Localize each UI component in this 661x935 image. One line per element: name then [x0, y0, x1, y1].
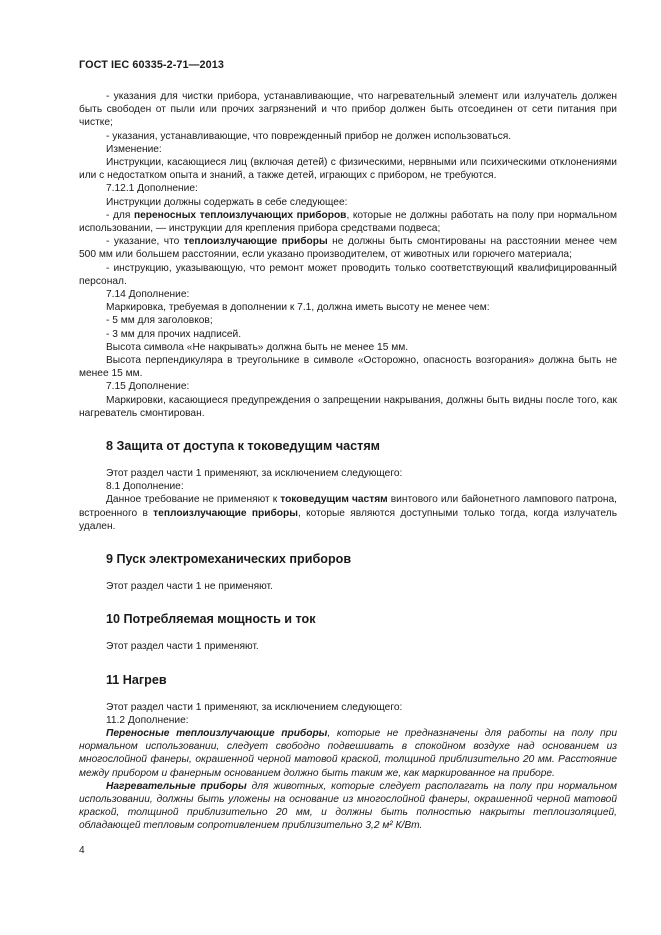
text-run: не должны быть смонтированы на расстоянии менее чем 500 мм или большем расстоянии, если указано производителем, от животных или горючего материала; [79, 236, 617, 261]
paragraph [79, 314, 617, 327]
text-run: Этот раздел части 1 применяют, за исключением следующего: [106, 468, 403, 480]
text-run: - указание, что [106, 236, 184, 248]
text-run: 7.14 Дополнение: [106, 289, 190, 301]
text-run: 11.2 Дополнение: [106, 714, 189, 726]
bold-term: теплоизлучающие приборы [153, 507, 298, 519]
paragraph [79, 301, 617, 314]
paragraph [79, 394, 617, 420]
paragraph [79, 262, 617, 288]
section-8-title: 8 Защита от доступа к токоведущим частям [106, 439, 380, 454]
text-run: Инструкции, касающиеся лиц (включая детей) с физическими, нервными или психическими отклонениями или с недостатком опыта и знаний, а также детей, играющих с прибором, не требуются. [79, 157, 617, 182]
text-run: 7.12.1 Дополнение: [106, 183, 198, 195]
paragraph [79, 780, 617, 833]
text-run: - 3 мм для прочих надписей. [106, 328, 242, 340]
text-run: Этот раздел части 1 не применяют. [106, 581, 273, 593]
paragraph [79, 235, 617, 261]
paragraph [79, 196, 617, 209]
page-number: 4 [79, 845, 85, 856]
bold-term: переносных теплоизлучающих приборов [133, 209, 347, 221]
paragraph [79, 714, 617, 727]
paragraph [79, 727, 617, 780]
paragraph [79, 341, 617, 354]
section-10-title: 10 Потребляемая мощность и ток [106, 612, 316, 627]
text-run: - указания для чистки прибора, устанавливающие, что нагревательный элемент или излучатель должен быть свободен от пыли или прочих загрязнений и что прибор должен быть отсоединен от сети питания при чистке; [79, 91, 617, 129]
paragraph [79, 328, 617, 341]
section-10-body [79, 640, 617, 653]
text-run: Изменение: [106, 143, 162, 155]
paragraph [79, 640, 617, 653]
paragraph [79, 143, 617, 156]
text-run: Этот раздел части 1 применяют, за исключением следующего: [106, 701, 403, 713]
bold-term: Нагревательные приборы [106, 780, 247, 792]
text-run: 8.1 Дополнение: [106, 481, 184, 493]
text-run: для животных, которые следует располагать на полу при нормальном использовании, должны быть уложены на основание из многослойной фанеры, окрашенной черной матовой краской, толщиной приблизительно 20 мм, и должны быть полностью накрыты теплоизоляцией, обладающей тепловым сопротивлением приблизительно 3,2 м² К/Вт. [79, 780, 617, 832]
paragraph [79, 701, 617, 714]
paragraph [79, 467, 617, 480]
paragraph [79, 580, 617, 593]
paragraph-group-a [79, 90, 617, 420]
document-header: ГОСТ IEC 60335-2-71—2013 [79, 59, 224, 71]
bold-term: токоведущим частям [280, 494, 388, 506]
section-8-body [79, 467, 617, 533]
section-9-title: 9 Пуск электромеханических приборов [106, 552, 352, 567]
text-run: винтового или байонетного лампового патрона, встроенного в [79, 494, 618, 519]
section-9-body [79, 580, 617, 593]
paragraph [79, 182, 617, 195]
paragraph [79, 380, 617, 393]
text-run: Высота перпендикуляра в треугольнике в символе «Осторожно, опасность возгорания» должна быть не менее 15 мм. [79, 355, 617, 380]
text-run: Маркировка, требуемая в дополнении к 7.1, должна иметь высоту не менее чем: [106, 302, 490, 314]
paragraph [79, 156, 617, 182]
text-run: , которые не предназначены для работы на полу при нормальном использовании, следует свободно подвешивать в спокойном воздухе над основанием из многослойной фанеры, окрашенной черной матовой краской, толщиной приблизительно 20 мм. Расстояние между прибором и фанерным основанием должно быть таким же, как маркированное на приборе. [79, 727, 617, 779]
paragraph [79, 480, 617, 493]
text-run: - указания, устанавливающие, что поврежденный прибор не должен использоваться. [106, 130, 512, 142]
paragraph [79, 130, 617, 143]
paragraph [79, 288, 617, 301]
section-11-body [79, 701, 617, 833]
text-run: , которые являются доступными только тогда, когда излучатель удален. [79, 507, 617, 532]
text-run: Инструкции должны содержать в себе следующее: [106, 196, 348, 208]
section-11-title: 11 Нагрев [106, 672, 167, 687]
page-content [79, 90, 617, 833]
paragraph [79, 209, 617, 235]
text-run: Данное требование не применяют к [106, 494, 281, 506]
text-run: Высота символа «Не накрывать» должна быть не менее 15 мм. [106, 341, 409, 353]
paragraph [79, 354, 617, 380]
text-run: - инструкцию, указывающую, что ремонт может проводить только соответствующий квалифицированный персонал. [79, 262, 617, 287]
text-run: - 5 мм для заголовков; [106, 315, 213, 327]
bold-term: теплоизлучающие приборы [183, 236, 328, 248]
text-run: Этот раздел части 1 применяют. [106, 641, 259, 653]
paragraph [79, 493, 617, 533]
text-run: - для [106, 209, 134, 221]
text-run: , которые не должны работать на полу при нормальном использовании, — инструкции для крепления прибора средствами подвеса; [79, 209, 618, 235]
text-run: Маркировки, касающиеся предупреждения о запрещении накрывания, должны быть видны после того, как нагреватель смонтирован. [79, 394, 617, 419]
text-run: 7.15 Дополнение: [106, 381, 190, 393]
paragraph [79, 90, 617, 130]
bold-term: Переносные теплоизлучающие приборы [106, 727, 328, 739]
